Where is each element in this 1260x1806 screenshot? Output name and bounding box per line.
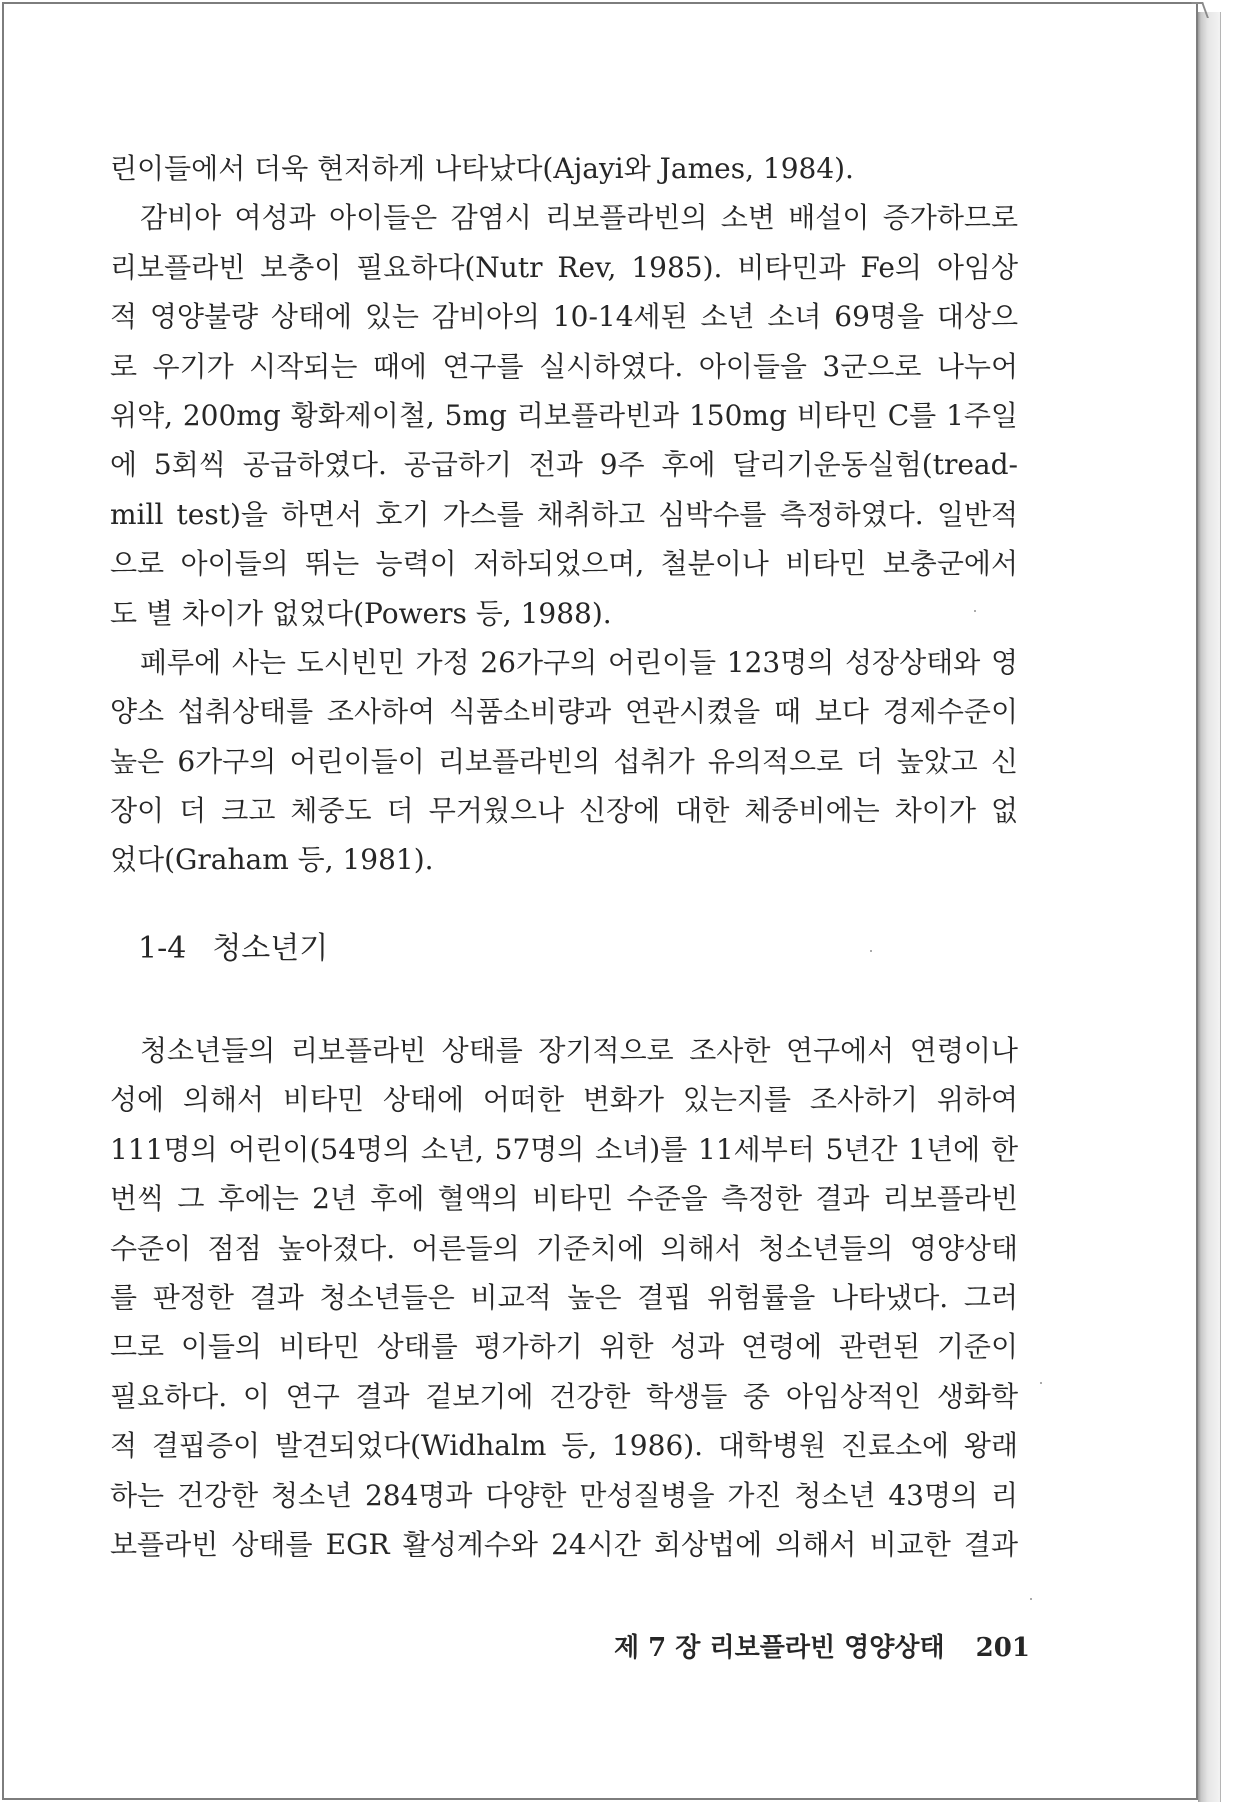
text-line: 위약, 200mg 황화제이철, 5mg 리보플라빈과 150mg 비타민 C를 1주일 <box>110 398 1018 432</box>
page-edge-shadow <box>1198 12 1221 1802</box>
body-text-top <box>110 144 1018 885</box>
body-text-bottom <box>110 1026 1018 1569</box>
text-line: 장이 더 크고 체중도 더 무거웠으나 신장에 대한 체중비에는 차이가 없 <box>110 794 1018 828</box>
text-line: 필요하다. 이 연구 결과 겉보기에 건강한 학생들 중 아임상적인 생화학 <box>110 1379 1018 1413</box>
text-line: 높은 6가구의 어린이들이 리보플라빈의 섭취가 유의적으로 더 높았고 신 <box>110 744 1018 778</box>
text-line: 감비아 여성과 아이들은 감염시 리보플라빈의 소변 배설이 증가하므로 <box>140 201 1018 235</box>
text-line: 적 영양불량 상태에 있는 감비아의 10-14세된 소년 소녀 69명을 대상으 <box>110 300 1018 334</box>
text-line: 로 우기가 시작되는 때에 연구를 실시하였다. 아이들을 3군으로 나누어 <box>110 349 1018 383</box>
scan-speck <box>1040 1382 1042 1384</box>
footer-chapter: 제 7 장 <box>614 1633 701 1663</box>
text-line: 리보플라빈 보충이 필요하다(Nutr Rev, 1985). 비타민과 Fe의 아임상 <box>110 250 1018 284</box>
scan-speck <box>1030 1598 1032 1600</box>
text-line: mill test)을 하면서 호기 가스를 채취하고 심박수를 측정하였다. 일반적 <box>110 497 1018 531</box>
text-line: 하는 건강한 청소년 284명과 다양한 만성질병을 가진 청소년 43명의 리 <box>110 1478 1018 1512</box>
running-footer <box>614 1628 1030 1668</box>
text-line: 적 결핍증이 발견되었다(Widhalm 등, 1986). 대학병원 진료소에 왕래 <box>110 1429 1018 1463</box>
section-heading <box>138 924 328 974</box>
text-line: 양소 섭취상태를 조사하여 식품소비량과 연관시켰을 때 보다 경제수준이 <box>110 695 1018 729</box>
text-line: 었다(Graham 등, 1981). <box>110 843 434 877</box>
footer-title: 리보플라빈 영양상태 <box>709 1633 945 1663</box>
section-number: 1-4 <box>138 931 187 966</box>
text-line: 페루에 사는 도시빈민 가정 26가구의 어린이들 123명의 성장상태와 영 <box>140 645 1018 679</box>
scan-speck <box>870 950 872 952</box>
text-line: 므로 이들의 비타민 상태를 평가하기 위한 성과 연령에 관련된 기준이 <box>110 1330 1018 1364</box>
text-line: 보플라빈 상태를 EGR 활성계수와 24시간 회상법에 의해서 비교한 결과 <box>110 1527 1018 1561</box>
text-line: 성에 의해서 비타민 상태에 어떠한 변화가 있는지를 조사하기 위하여 <box>110 1083 1018 1117</box>
text-line: 도 별 차이가 없었다(Powers 등, 1988). <box>110 596 612 630</box>
text-line: 으로 아이들의 뛰는 능력이 저하되었으며, 철분이나 비타민 보충군에서 <box>110 547 1018 581</box>
text-line: 린이들에서 더욱 현저하게 나타났다(Ajayi와 James, 1984). <box>110 152 854 185</box>
text-line: 에 5회씩 공급하였다. 공급하기 전과 9주 후에 달리기운동실험(tread- <box>110 448 1018 482</box>
scan-speck <box>974 610 976 612</box>
text-line: 수준이 점점 높아졌다. 어른들의 기준치에 의해서 청소년들의 영양상태 <box>110 1231 1018 1265</box>
text-line: 번씩 그 후에는 2년 후에 혈액의 비타민 수준을 측정한 결과 리보플라빈 <box>110 1182 1018 1216</box>
page-number: 201 <box>975 1633 1030 1663</box>
book-page <box>2 2 1198 1800</box>
text-line: 를 판정한 결과 청소년들은 비교적 높은 결핍 위험률을 나타냈다. 그러 <box>110 1280 1018 1314</box>
text-line: 청소년들의 리보플라빈 상태를 장기적으로 조사한 연구에서 연령이나 <box>140 1034 1018 1067</box>
section-title: 청소년기 <box>212 931 329 966</box>
text-line: 111명의 어린이(54명의 소년, 57명의 소녀)를 11세부터 5년간 1년에 한 <box>110 1132 1018 1166</box>
